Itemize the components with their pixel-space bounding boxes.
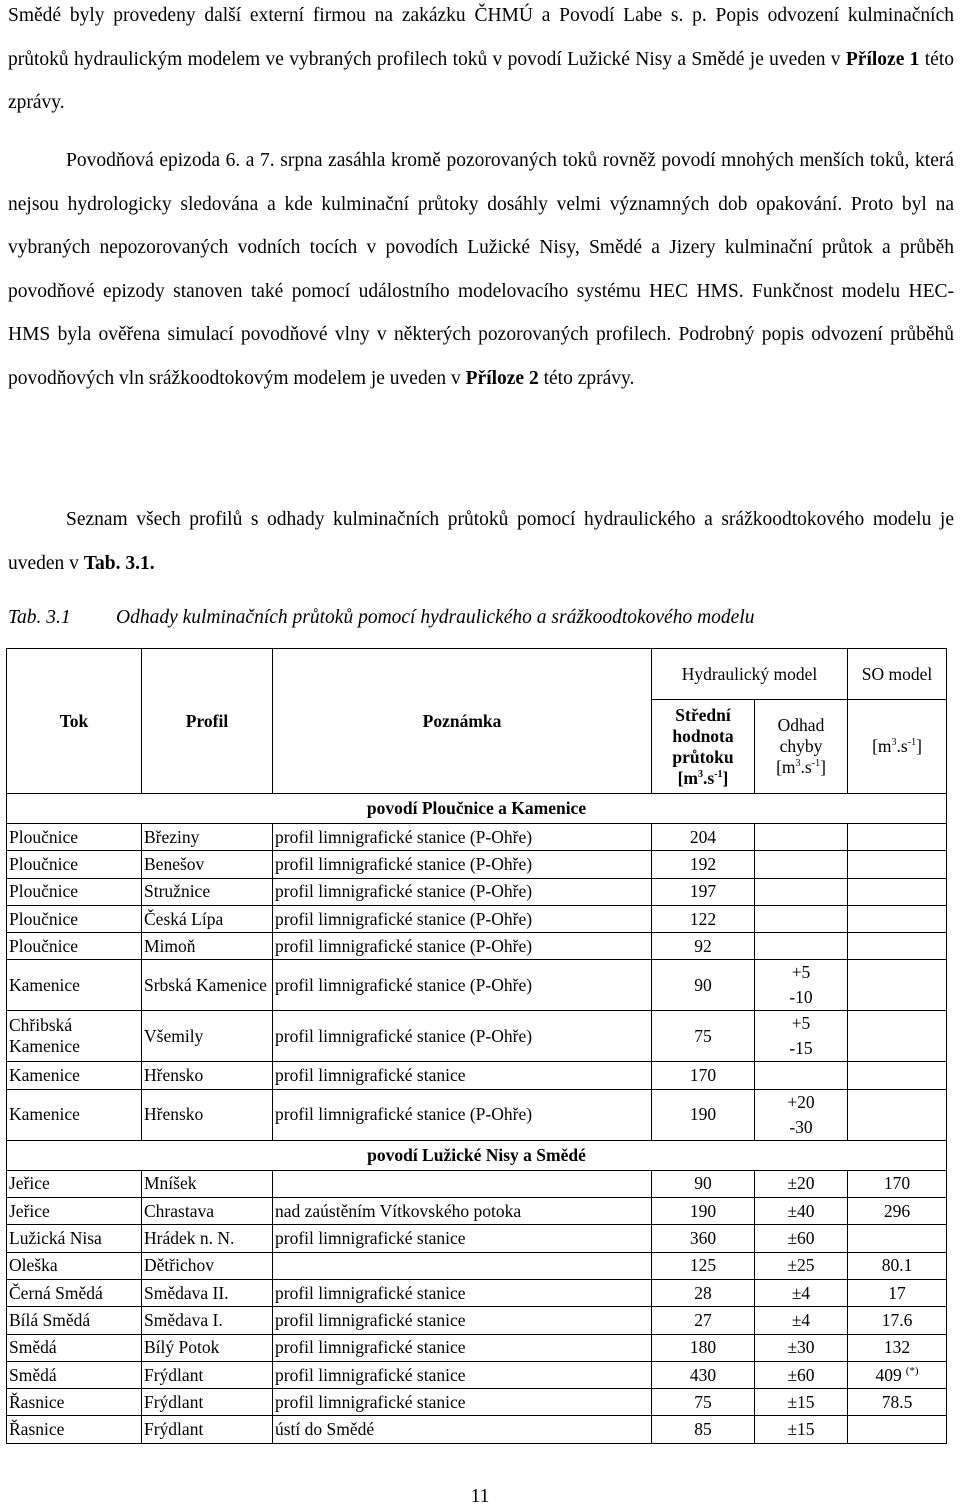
cell-flow: 170 [652, 1062, 755, 1089]
cell-error: ±20 [755, 1170, 848, 1197]
paragraph-3: Seznam všech profilů s odhady kulminačních průtoků pomocí hydraulického a srážkoodtokového modelu je uveden v Tab. 3.1. [8, 509, 954, 574]
table-row [7, 1089, 947, 1140]
cell-flow: 75 [652, 1389, 755, 1416]
cell-profil: Smědava I. [142, 1307, 273, 1334]
cell-tok: Kamenice [7, 960, 142, 1011]
cell-flow: 430 [652, 1361, 755, 1388]
cell-poznamka: profil limnigrafické stanice (P-Ohře) [273, 1089, 652, 1140]
cell-error [755, 851, 848, 878]
cell-tok: Oleška [7, 1252, 142, 1279]
table-row [7, 851, 947, 878]
cell-poznamka: profil limnigrafické stanice (P-Ohře) [273, 905, 652, 932]
cell-so [848, 1416, 947, 1443]
cell-flow: 204 [652, 824, 755, 851]
cell-poznamka: profil limnigrafické stanice (P-Ohře) [273, 960, 652, 1011]
cell-tok: Smědá [7, 1334, 142, 1361]
cell-so [848, 905, 947, 932]
caption-title: Odhady kulminačních průtoků pomocí hydraulického a srážkoodtokového modelu [116, 607, 755, 628]
cell-profil: Frýdlant [142, 1389, 273, 1416]
caption-label: Tab. 3.1 [8, 607, 71, 628]
cell-so: 132 [848, 1334, 947, 1361]
cell-profil: Hřensko [142, 1089, 273, 1140]
cell-tok: Smědá [7, 1361, 142, 1388]
cell-error: ±60 [755, 1361, 848, 1388]
table-body [7, 794, 947, 1444]
table-row [7, 1225, 947, 1252]
table-row [7, 1307, 947, 1334]
cell-tok: Ploučnice [7, 851, 142, 878]
cell-flow: 92 [652, 933, 755, 960]
cell-tok: Bílá Smědá [7, 1307, 142, 1334]
table-row [7, 1062, 947, 1089]
cell-tok: Kamenice [7, 1089, 142, 1140]
cell-profil: Česká Lípa [142, 905, 273, 932]
cell-so: 17.6 [848, 1307, 947, 1334]
cell-tok: Jeřice [7, 1170, 142, 1197]
cell-poznamka: profil limnigrafické stanice (P-Ohře) [273, 851, 652, 878]
cell-so: 170 [848, 1170, 947, 1197]
cell-error: ±60 [755, 1225, 848, 1252]
cell-error [755, 1062, 848, 1089]
cell-so [848, 960, 947, 1011]
cell-poznamka: profil limnigrafické stanice [273, 1279, 652, 1306]
cell-tok: Ploučnice [7, 878, 142, 905]
cell-flow: 122 [652, 905, 755, 932]
cell-tok: Černá Smědá [7, 1279, 142, 1306]
cell-error: ±30 [755, 1334, 848, 1361]
cell-flow: 190 [652, 1198, 755, 1225]
cell-error: ±4 [755, 1279, 848, 1306]
header-hydraulic-model: Hydraulický model [652, 649, 848, 700]
cell-poznamka: profil limnigrafické stanice (P-Ohře) [273, 933, 652, 960]
table-row [7, 1011, 947, 1062]
section-row [7, 794, 947, 824]
cell-error: ±4 [755, 1307, 848, 1334]
cell-error: +5 -15 [755, 1011, 848, 1062]
header-so-unit [848, 700, 947, 794]
cell-error: ±15 [755, 1389, 848, 1416]
header-poznamka: Poznámka [273, 649, 652, 794]
cell-tok: Lužická Nisa [7, 1225, 142, 1252]
paragraph-2: Povodňová epizoda 6. a 7. srpna zasáhla kromě pozorovaných toků rovněž povodí mnohých menších toků, která nejsou hydrologicky sledována a kde kulminační průtoky dosáhly velmi významných dob opakování. Proto byl na vybraných nepozorovaných vodních tocích v povodích Lužické Nisy, Smědé a Jizery kulminační průtok a průběh povodňové epizody stanoven také pomocí událostního modelovacího systému HEC HMS. Funkčnost modelu HEC-HMS byla ověřena simulací povodňové vlny v některých pozorovaných profilech. Podrobný popis odvození průběhů povodňových vln srážkoodtokovým modelem je uveden v Příloze 2 této zprávy. [8, 150, 954, 389]
cell-flow: 85 [652, 1416, 755, 1443]
cell-tok: Řasnice [7, 1389, 142, 1416]
cell-so [848, 933, 947, 960]
cell-profil: Mimoň [142, 933, 273, 960]
table-row [7, 1279, 947, 1306]
cell-profil: Bílý Potok [142, 1334, 273, 1361]
header-tok: Tok [7, 649, 142, 794]
cell-flow: 28 [652, 1279, 755, 1306]
header-mean-flow: Střední hodnota průtoku $[m^3.s^{-1}]$ [652, 700, 755, 794]
cell-poznamka: profil limnigrafické stanice [273, 1307, 652, 1334]
cell-so [848, 1225, 947, 1252]
cell-profil: Srbská Kamenice [142, 960, 273, 1011]
cell-so: 17 [848, 1279, 947, 1306]
cell-poznamka [273, 1170, 652, 1197]
cell-error: +5 -10 [755, 960, 848, 1011]
cell-so: 80.1 [848, 1252, 947, 1279]
section-row [7, 1140, 947, 1170]
cell-error: +20 -30 [755, 1089, 848, 1140]
cell-so [848, 824, 947, 851]
table-row [7, 1198, 947, 1225]
cell-poznamka: profil limnigrafické stanice (P-Ohře) [273, 824, 652, 851]
footnote-mark: (*) [905, 1364, 919, 1377]
cell-tok: Ploučnice [7, 905, 142, 932]
cell-poznamka: nad zaústěním Vítkovského potoka [273, 1198, 652, 1225]
unit-label: $[m^3.s^{-1}]$ [872, 736, 922, 756]
cell-error: ±40 [755, 1198, 848, 1225]
cell-so [848, 1062, 947, 1089]
cell-profil: Frýdlant [142, 1416, 273, 1443]
cell-so: 78.5 [848, 1389, 947, 1416]
section-title: povodí Lužické Nisy a Smědé [7, 1140, 947, 1170]
cell-profil: Mníšek [142, 1170, 273, 1197]
unit-label: $[m^3.s^{-1}]$ [677, 767, 729, 788]
cell-error: ±15 [755, 1416, 848, 1443]
cell-error [755, 933, 848, 960]
cell-so [848, 1011, 947, 1062]
cell-flow: 197 [652, 878, 755, 905]
cell-error [755, 905, 848, 932]
cell-poznamka: profil limnigrafické stanice [273, 1062, 652, 1089]
cell-poznamka: profil limnigrafické stanice (P-Ohře) [273, 878, 652, 905]
table-row [7, 1361, 947, 1388]
cell-poznamka: profil limnigrafické stanice [273, 1361, 652, 1388]
cell-poznamka: ústí do Smědé [273, 1416, 652, 1443]
cell-profil: Chrastava [142, 1198, 273, 1225]
cell-so: 409 (*) [848, 1361, 947, 1388]
cell-tok: Řasnice [7, 1416, 142, 1443]
cell-flow: 90 [652, 1170, 755, 1197]
cell-flow: 75 [652, 1011, 755, 1062]
cell-profil: Dětřichov [142, 1252, 273, 1279]
page-number: 11 [470, 1486, 490, 1507]
cell-poznamka: profil limnigrafické stanice [273, 1389, 652, 1416]
cell-poznamka [273, 1252, 652, 1279]
cell-flow: 192 [652, 851, 755, 878]
cell-poznamka: profil limnigrafické stanice [273, 1334, 652, 1361]
cell-so [848, 851, 947, 878]
cell-profil: Smědava II. [142, 1279, 273, 1306]
cell-profil: Hřensko [142, 1062, 273, 1089]
table-row [7, 878, 947, 905]
cell-profil: Frýdlant [142, 1361, 273, 1388]
cell-tok: Jeřice [7, 1198, 142, 1225]
cell-tok: Chřibská Kamenice [7, 1011, 142, 1062]
header-so-model: SO model [848, 649, 947, 700]
cell-poznamka: profil limnigrafické stanice [273, 1225, 652, 1252]
table-row [7, 905, 947, 932]
estimates-table [6, 648, 947, 1444]
cell-profil: Březiny [142, 824, 273, 851]
table-row [7, 1252, 947, 1279]
cell-error [755, 878, 848, 905]
header-profil: Profil [142, 649, 273, 794]
cell-profil: Hrádek n. N. [142, 1225, 273, 1252]
cell-so [848, 878, 947, 905]
cell-flow: 90 [652, 960, 755, 1011]
table-row [7, 1334, 947, 1361]
cell-flow: 180 [652, 1334, 755, 1361]
cell-tok: Ploučnice [7, 824, 142, 851]
table-row [7, 824, 947, 851]
cell-flow: 360 [652, 1225, 755, 1252]
paragraph-1: Smědé byly provedeny další externí firmou na zakázku ČHMÚ a Povodí Labe s. p. Popis odvození kulminačních průtoků hydraulickým modelem ve vybraných profilech toků v povodí Lužické Nisy a Smědé je uveden v Příloze 1 této zprávy. [8, 5, 955, 113]
cell-tok: Ploučnice [7, 933, 142, 960]
table-caption [8, 598, 954, 638]
cell-poznamka: profil limnigrafické stanice (P-Ohře) [273, 1011, 652, 1062]
cell-tok: Kamenice [7, 1062, 142, 1089]
cell-flow: 125 [652, 1252, 755, 1279]
header-error-estimate: Odhad chyby $[m^3.s^{-1}]$ [755, 700, 848, 794]
table-row [7, 960, 947, 1011]
section-title: povodí Ploučnice a Kamenice [7, 794, 947, 824]
cell-error: ±25 [755, 1252, 848, 1279]
cell-so [848, 1089, 947, 1140]
cell-flow: 190 [652, 1089, 755, 1140]
table-row [7, 1389, 947, 1416]
cell-flow: 27 [652, 1307, 755, 1334]
table-row [7, 1416, 947, 1443]
unit-label: $[m^3.s^{-1}]$ [776, 757, 826, 777]
cell-so: 296 [848, 1198, 947, 1225]
table-row [7, 1170, 947, 1197]
cell-profil: Všemily [142, 1011, 273, 1062]
cell-profil: Benešov [142, 851, 273, 878]
cell-error [755, 824, 848, 851]
table-row [7, 933, 947, 960]
cell-profil: Stružnice [142, 878, 273, 905]
